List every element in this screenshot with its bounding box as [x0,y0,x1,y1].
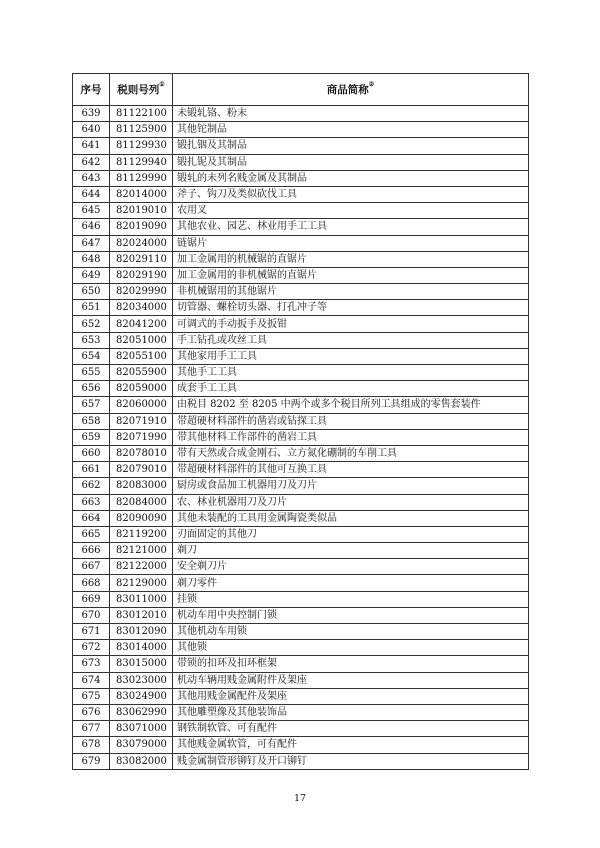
row-code-cell: 82034000 [110,300,173,316]
row-name-cell: 其他铊制品 [173,122,529,138]
table-row [73,575,529,591]
row-seq-cell: 640 [73,122,110,138]
row-name-cell: 带其他材料工作部件的凿岩工具 [173,429,529,445]
row-code-cell: 82083000 [110,478,173,494]
row-seq-cell: 668 [73,575,110,591]
row-code-cell: 83011000 [110,591,173,607]
row-code-cell: 82071990 [110,429,173,445]
row-seq-cell: 677 [73,721,110,737]
row-name-cell: 其他手工工具 [173,365,529,381]
table-row [73,559,529,575]
row-seq-cell: 647 [73,235,110,251]
table-row [73,348,529,364]
row-seq-cell: 652 [73,316,110,332]
table-row [73,510,529,526]
row-seq-cell: 673 [73,656,110,672]
table-row [73,721,529,737]
table-row [73,219,529,235]
row-name-cell: 其他贱金属软管，可有配件 [173,737,529,753]
row-code-cell: 83023000 [110,672,173,688]
row-seq-cell: 679 [73,753,110,769]
row-code-cell: 82119200 [110,526,173,542]
header-code-footnote-mark: ① [159,81,165,88]
table-body [73,106,529,770]
table-row [73,737,529,753]
header-seq: 序号 [73,74,110,106]
row-code-cell: 82019010 [110,203,173,219]
table-row [73,494,529,510]
table-row [73,462,529,478]
row-seq-cell: 666 [73,543,110,559]
row-name-cell: 非机械锯用的其他锯片 [173,284,529,300]
row-seq-cell: 672 [73,640,110,656]
row-code-cell: 81129940 [110,154,173,170]
row-name-cell: 锻扎铌及其制品 [173,154,529,170]
row-seq-cell: 667 [73,559,110,575]
row-name-cell: 可调式的手动扳手及扳钳 [173,316,529,332]
row-code-cell: 82041200 [110,316,173,332]
row-code-cell: 81129930 [110,138,173,154]
row-seq-cell: 653 [73,332,110,348]
table-row [73,640,529,656]
row-code-cell: 83079000 [110,737,173,753]
row-seq-cell: 676 [73,704,110,720]
row-code-cell: 82084000 [110,494,173,510]
row-seq-cell: 661 [73,462,110,478]
row-name-cell: 农用叉 [173,203,529,219]
row-name-cell: 剃刀零件 [173,575,529,591]
row-name-cell: 机动车用中央控制门锁 [173,607,529,623]
table-row [73,203,529,219]
row-code-cell: 81129990 [110,170,173,186]
table-row [73,591,529,607]
row-seq-cell: 663 [73,494,110,510]
row-name-cell: 农、林业机器用刀及刀片 [173,494,529,510]
row-name-cell: 钢铁制软管、可有配件 [173,721,529,737]
row-name-cell: 挂锁 [173,591,529,607]
table-row [73,397,529,413]
row-name-cell: 加工金属用的机械锯的直锯片 [173,251,529,267]
row-seq-cell: 659 [73,429,110,445]
row-code-cell: 83071000 [110,721,173,737]
row-seq-cell: 678 [73,737,110,753]
row-code-cell: 82060000 [110,397,173,413]
row-name-cell: 带有天然或合成金刚石、立方氮化硼制的车削工具 [173,445,529,461]
table-row [73,656,529,672]
row-code-cell: 82121000 [110,543,173,559]
table-row [73,624,529,640]
row-seq-cell: 664 [73,510,110,526]
table-row [73,445,529,461]
row-seq-cell: 650 [73,284,110,300]
row-name-cell: 未锻轧铬、粉末 [173,106,529,122]
row-code-cell: 82029110 [110,251,173,267]
row-seq-cell: 639 [73,106,110,122]
table-row [73,332,529,348]
row-name-cell: 加工金属用的非机械锯的直锯片 [173,267,529,283]
row-name-cell: 厨房或食品加工机器用刀及刀片 [173,478,529,494]
table-row [73,186,529,202]
table-row [73,235,529,251]
header-code [110,74,173,106]
row-seq-cell: 654 [73,348,110,364]
row-name-cell: 带锁的扣环及扣环框架 [173,656,529,672]
header-code-label: 税则号列 [117,84,160,96]
row-name-cell: 带超硬材料部件的其他可互换工具 [173,462,529,478]
row-seq-cell: 671 [73,624,110,640]
row-name-cell: 刃面固定的其他刀 [173,526,529,542]
table-row [73,753,529,769]
row-name-cell: 贱金属制管形铆钉及开口铆钉 [173,753,529,769]
row-name-cell: 斧子、钩刀及类似砍伐工具 [173,186,529,202]
table-header-row [73,74,529,106]
row-seq-cell: 642 [73,154,110,170]
row-code-cell: 81125900 [110,122,173,138]
row-code-cell: 82024000 [110,235,173,251]
table-row [73,607,529,623]
table-row [73,688,529,704]
table-row [73,106,529,122]
row-code-cell: 82078010 [110,445,173,461]
row-seq-cell: 674 [73,672,110,688]
row-code-cell: 83015000 [110,656,173,672]
row-code-cell: 82079010 [110,462,173,478]
row-name-cell: 手工钻孔或攻丝工具 [173,332,529,348]
table-row [73,300,529,316]
row-code-cell: 82055900 [110,365,173,381]
table-row [73,170,529,186]
row-seq-cell: 656 [73,381,110,397]
row-name-cell: 机动车辆用贱金属附件及架座 [173,672,529,688]
table-row [73,381,529,397]
row-code-cell: 83012090 [110,624,173,640]
table-row [73,429,529,445]
row-seq-cell: 648 [73,251,110,267]
header-name-footnote-mark: ② [368,81,375,88]
table-row [73,365,529,381]
row-seq-cell: 658 [73,413,110,429]
table-row [73,672,529,688]
row-name-cell: 其他未装配的工具用金属陶瓷类似品 [173,510,529,526]
row-seq-cell: 665 [73,526,110,542]
table-row [73,478,529,494]
row-seq-cell: 645 [73,203,110,219]
row-name-cell: 其他用贱金属配件及架座 [173,688,529,704]
table-row [73,526,529,542]
table-row [73,154,529,170]
row-seq-cell: 646 [73,219,110,235]
row-seq-cell: 641 [73,138,110,154]
row-code-cell: 82122000 [110,559,173,575]
tariff-table [72,73,529,770]
table-row [73,138,529,154]
header-name-label: 商品简称 [326,84,369,96]
row-code-cell: 82029990 [110,284,173,300]
row-name-cell: 其他锁 [173,640,529,656]
row-code-cell: 82090090 [110,510,173,526]
row-code-cell: 82059000 [110,381,173,397]
row-code-cell: 82055100 [110,348,173,364]
row-name-cell: 锻轧的未列名贱金属及其制品 [173,170,529,186]
row-name-cell: 其他家用手工工具 [173,348,529,364]
row-name-cell: 剃刀 [173,543,529,559]
row-seq-cell: 675 [73,688,110,704]
row-code-cell: 82051000 [110,332,173,348]
row-name-cell: 其他雕塑像及其他装饰品 [173,704,529,720]
row-code-cell: 83014000 [110,640,173,656]
row-seq-cell: 660 [73,445,110,461]
table-row [73,543,529,559]
row-code-cell: 82019090 [110,219,173,235]
page-number: 17 [293,793,307,804]
row-seq-cell: 670 [73,607,110,623]
row-seq-cell: 649 [73,267,110,283]
table-row [73,267,529,283]
table-row [73,284,529,300]
table-row [73,122,529,138]
row-name-cell: 切管器、螺栓切头器、打孔冲子等 [173,300,529,316]
row-name-cell: 安全剃刀片 [173,559,529,575]
row-code-cell: 83012010 [110,607,173,623]
row-name-cell: 其他农业、园艺、林业用手工工具 [173,219,529,235]
row-seq-cell: 651 [73,300,110,316]
row-name-cell: 链锯片 [173,235,529,251]
row-name-cell: 成套手工工具 [173,381,529,397]
table-row [73,704,529,720]
row-seq-cell: 655 [73,365,110,381]
row-seq-cell: 669 [73,591,110,607]
row-seq-cell: 644 [73,186,110,202]
row-code-cell: 81122100 [110,106,173,122]
row-name-cell: 其他机动车用锁 [173,624,529,640]
row-name-cell: 带超硬材料部件的凿岩或钻探工具 [173,413,529,429]
row-code-cell: 83062990 [110,704,173,720]
row-code-cell: 82014000 [110,186,173,202]
table-row [73,413,529,429]
header-name [173,74,529,106]
table-row [73,251,529,267]
row-seq-cell: 657 [73,397,110,413]
row-code-cell: 82071910 [110,413,173,429]
row-seq-cell: 643 [73,170,110,186]
row-seq-cell: 662 [73,478,110,494]
row-code-cell: 82129000 [110,575,173,591]
row-name-cell: 锻扎铟及其制品 [173,138,529,154]
row-code-cell: 83024900 [110,688,173,704]
row-code-cell: 83082000 [110,753,173,769]
row-name-cell: 由税目 8202 至 8205 中两个或多个税目所列工具组成的零售套装件 [173,397,529,413]
row-code-cell: 82029190 [110,267,173,283]
table-row [73,316,529,332]
